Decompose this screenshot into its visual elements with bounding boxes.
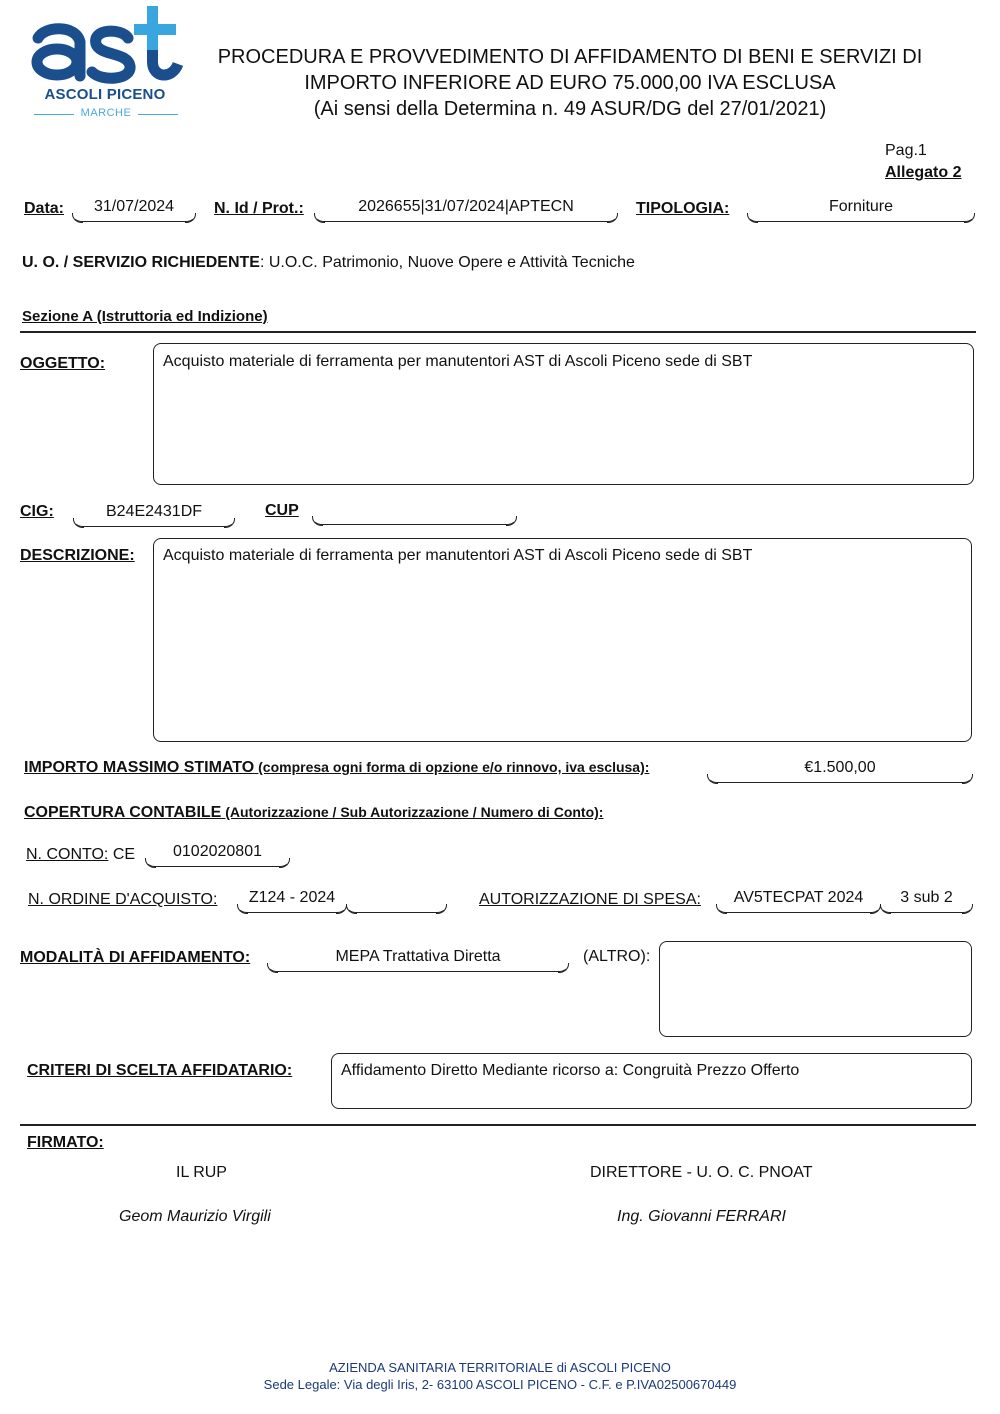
tipologia-field[interactable]	[747, 195, 975, 222]
servizio-row	[22, 254, 635, 272]
altro-box[interactable]	[659, 941, 972, 1037]
importo-row	[24, 759, 649, 777]
title-line: (Ai sensi della Determina n. 49 ASUR/DG del 27/01/2021)	[313, 98, 827, 120]
conto-prefix: CE	[112, 846, 136, 863]
oggetto-value: Acquisto materiale di ferramenta per manutentori AST di Ascoli Piceno sede di SBT	[163, 353, 753, 370]
modalita-label: MODALITÀ DI AFFIDAMENTO:	[20, 949, 251, 966]
section-divider	[20, 331, 976, 333]
descrizione-value: Acquisto materiale di ferramenta per manutentori AST di Ascoli Piceno sede di SBT	[163, 547, 753, 564]
data-label: Data:	[24, 200, 65, 217]
criteri-label: CRITERI DI SCELTA AFFIDATARIO:	[27, 1062, 293, 1079]
importo-note: (compresa ogni forma di opzione e/o rinnovo, iva esclusa):	[254, 759, 650, 775]
page-footer	[0, 1359, 1000, 1393]
oggetto-box[interactable]	[153, 343, 974, 485]
servizio-label: U. O. / SERVIZIO RICHIEDENTE	[22, 254, 260, 271]
conto-label: N. CONTO:	[26, 846, 109, 863]
modalita-field[interactable]	[267, 945, 569, 972]
footer-line: AZIENDA SANITARIA TERRITORIALE di ASCOLI PICENO	[329, 1360, 671, 1375]
ordine-field[interactable]	[237, 886, 347, 913]
descrizione-label: DESCRIZIONE:	[20, 547, 135, 564]
title-line: PROCEDURA E PROVVEDIMENTO DI AFFIDAMENTO DI BENI E SERVIZI DI	[217, 46, 923, 68]
data-field[interactable]	[72, 195, 196, 222]
footer-line: Sede Legale: Via degli Iris, 2- 63100 ASCOLI PICENO - C.F. e P.IVA02500670449	[263, 1377, 737, 1392]
tipologia-value: Forniture	[828, 198, 894, 215]
copertura-label: COPERTURA CONTABILE	[24, 804, 222, 821]
descrizione-box[interactable]	[153, 538, 972, 742]
logo-org-name: ASCOLI PICENO	[44, 86, 166, 103]
cig-label: CIG:	[20, 503, 54, 520]
cig-value: B24E2431DF	[105, 503, 203, 520]
title-line: IMPORTO INFERIORE AD EURO 75.000,00 IVA ESCLUSA	[304, 72, 836, 94]
direttore-role: DIRETTORE - U. O. C. PNOAT	[590, 1164, 813, 1181]
prot-field[interactable]	[314, 195, 618, 222]
ordine-value: Z124 - 2024	[248, 889, 336, 906]
criteri-box[interactable]	[331, 1053, 972, 1109]
importo-field[interactable]	[707, 756, 973, 783]
autorizzazione-sub-field[interactable]	[880, 886, 973, 913]
logo-region	[34, 107, 178, 121]
modalita-value: MEPA Trattativa Diretta	[335, 948, 501, 965]
logo-divider	[138, 114, 178, 115]
altro-label: (ALTRO):	[583, 948, 651, 965]
autorizzazione-label: AUTORIZZAZIONE DI SPESA:	[479, 891, 701, 908]
logo-region-text: MARCHE	[80, 107, 132, 119]
rup-name: Geom Maurizio Virgili	[119, 1208, 271, 1225]
servizio-value: : U.O.C. Patrimonio, Nuove Opere e Attività Tecniche	[259, 254, 635, 271]
prot-label: N. Id / Prot.:	[214, 200, 304, 217]
data-value: 31/07/2024	[93, 198, 175, 215]
autorizzazione-field[interactable]	[716, 886, 881, 913]
firmato-label: FIRMATO:	[27, 1134, 104, 1151]
conto-value: 0102020801	[173, 843, 262, 860]
cup-label: CUP	[265, 502, 299, 519]
ast-logo-mark-icon	[30, 4, 190, 86]
conto-field[interactable]	[145, 840, 290, 867]
conto-row	[26, 846, 135, 864]
attachment-label: Allegato 2	[885, 164, 962, 181]
sezione-a-title: Sezione A (Istruttoria ed Indizione)	[22, 308, 268, 325]
ordine-field-2[interactable]	[346, 886, 447, 913]
importo-value: €1.500,00	[804, 759, 876, 776]
cup-field[interactable]	[312, 498, 517, 525]
copertura-note: (Autorizzazione / Sub Autorizzazione / Numero di Conto):	[221, 804, 604, 820]
ordine-label: N. ORDINE D'ACQUISTO:	[28, 891, 218, 908]
tipologia-label: TIPOLOGIA:	[636, 200, 730, 217]
rup-role: IL RUP	[176, 1164, 227, 1181]
ast-logo	[30, 4, 190, 124]
document-title	[190, 44, 950, 122]
autorizzazione-sub-value: 3 sub 2	[900, 889, 953, 906]
prot-value: 2026655|31/07/2024|APTECN	[358, 198, 574, 215]
criteri-value: Affidamento Diretto Mediante ricorso a: Congruità Prezzo Offerto	[341, 1062, 800, 1079]
section-divider	[20, 1124, 976, 1126]
importo-label: IMPORTO MASSIMO STIMATO	[24, 759, 255, 776]
copertura-row	[24, 804, 603, 822]
cig-field[interactable]	[73, 500, 235, 527]
direttore-name: Ing. Giovanni FERRARI	[617, 1208, 786, 1225]
page-number: Pag.1	[885, 142, 927, 159]
oggetto-label: OGGETTO:	[20, 355, 106, 372]
autorizzazione-value: AV5TECPAT 2024	[733, 889, 864, 906]
